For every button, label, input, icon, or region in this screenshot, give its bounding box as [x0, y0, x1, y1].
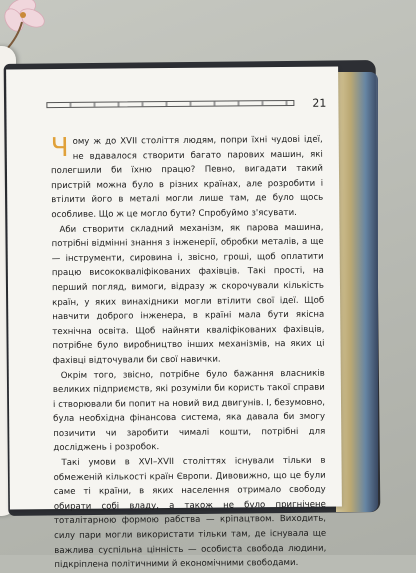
paragraph-2: Аби створити складний механізм, як парова машина, потрібні відмінні знання з інженерії, обробки металів, а ще — інструменти, сировина і, звісно, гроші, щоб оплатити працю висококваліфікованих фахівців. Такі прості, на перший погляд, вимоги, відразу ж скорочували кількість країн, у яких винахідники могли втілити свої ідеї. Щоб навчити доброго інженера, в країні мала бути якісна технічна освіта. Щоб найняти кваліфікованих фахівців, потрібне було виробництво інших механізмів, на яких ці фахівці відточували би свої навички.: [51, 222, 325, 366]
page-header: [46, 97, 326, 113]
paragraph-4: Такі умови в XVI–XVII століттях існували тільки в обмеженій кількості країн Європи. Дивовижно, що це були саме ті країни, в яких населення отримало свободу обирати собі владу, а також не було пригнічене тоталітарною формою рабства — кріпацтвом. Виходить, силу пари могли використати тільки там, де існувала ще важлива суспільна цінність — особиста свобода людини, підкріплена політичними й економічними свободами.: [53, 455, 327, 571]
page-text: [51, 133, 327, 573]
header-ornament: [46, 100, 294, 108]
book-page: [6, 67, 342, 571]
book-page-edges: [336, 72, 378, 512]
paragraph-3: Окрім того, звісно, потрібне було бажання власників великих підприємств, які розуміли би користь такої справи і створювали би попит на новий вид двигунів. І, безумовно, була необхідна фінансова система, яка давала би змогу позичити чи заробити чималі кошти, потрібні для досліджень і розробок.: [52, 368, 326, 454]
drop-cap: Ч: [50, 132, 69, 164]
page-number: 21: [312, 96, 327, 110]
paragraph-1-text: ому ж до XVII століття людям, попри їхні чудові ідеї, не вдавалося створити багато парових машин, які полегшили би їхню працю? Певно, вигадати такий пристрій можна було в різних країнах, але розробити і втілити його в металі могли лише там, де було щось особливе. Що ж це могло бути? Спробуймо з'ясувати.: [50, 134, 324, 221]
flower-icon: [0, 0, 62, 52]
paragraph-1: [51, 133, 324, 223]
